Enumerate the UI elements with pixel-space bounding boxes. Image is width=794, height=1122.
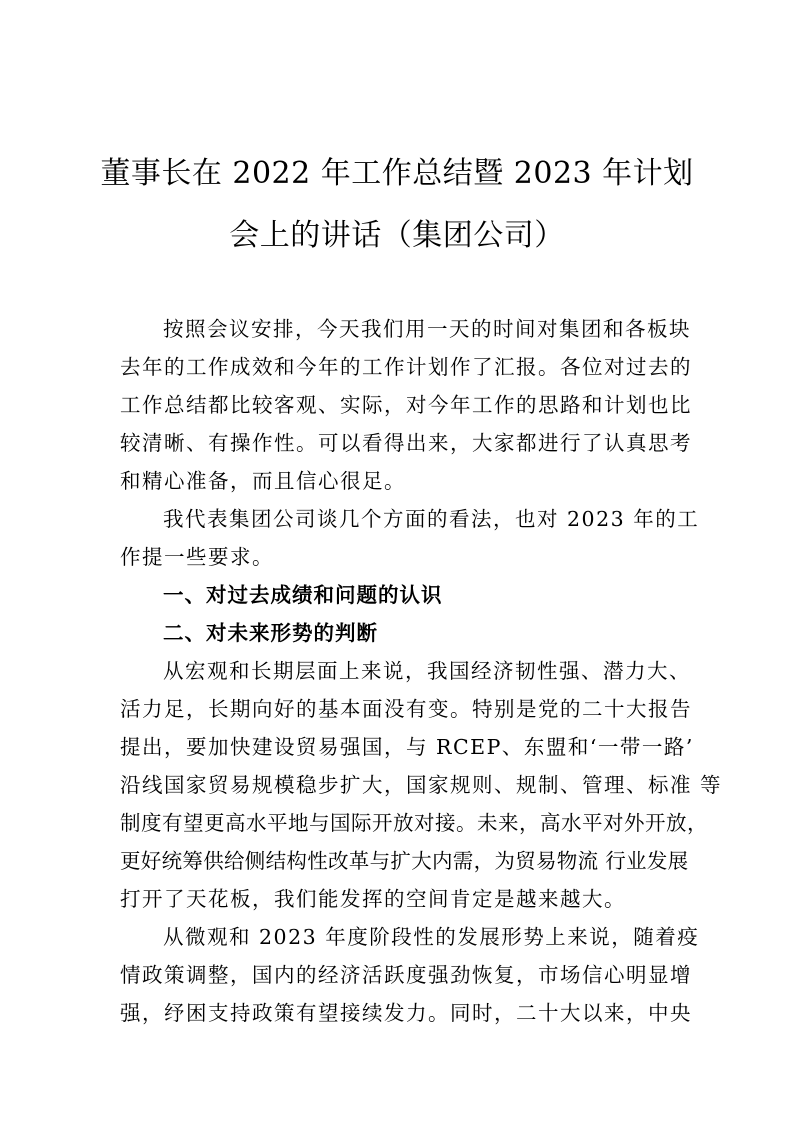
paragraph-line: 提出，要加快建设贸易强国，与 RCEP、东盟和‘一带一路’ (120, 735, 694, 759)
paragraph-line: 从微观和 2023 年度阶段性的发展形势上来说，随着疫 (163, 925, 700, 949)
paragraph-line: 制度有望更高水平地与国际开放对接。未来，高水平对外开放， (120, 811, 708, 835)
paragraph-line: 和精心准备，而且信心很足。 (120, 469, 406, 493)
paragraph-line: 去年的工作成效和今年的工作计划作了汇报。各位对过去的 (120, 355, 692, 379)
paragraph-line: 工作总结都比较客观、实际，对今年工作的思路和计划也比 (120, 393, 692, 417)
paragraph-line: 作提一些要求。 (120, 545, 274, 569)
paragraph-line: 打开了天花板，我们能发挥的空间肯定是越来越大。 (120, 887, 626, 911)
paragraph-line: 我代表集团公司谈几个方面的看法，也对 2023 年的工 (163, 507, 700, 531)
paragraph-line: 情政策调整，国内的经济活跃度强劲恢复，市场信心明显增 (120, 963, 692, 987)
section-heading-2: 二、对未来形势的判断 (163, 621, 378, 645)
paragraph-line: 沿线国家贸易规模稳步扩大，国家规则、规制、管理、标准 等 (120, 773, 723, 797)
paragraph-line: 强，纾困支持政策有望接续发力。同时，二十大以来，中央 (120, 1001, 692, 1025)
paragraph-line: 按照会议安排，今天我们用一天的时间对集团和各板块 (163, 317, 691, 341)
paragraph-line: 更好统筹供给侧结构性改革与扩大内需，为贸易物流 行业发展 (120, 849, 689, 873)
paragraph-line: 较清晰、有操作性。可以看得出来，大家都进行了认真思考 (120, 431, 692, 455)
document-title-line-1: 董事长在 2022 年工作总结暨 2023 年计划 (100, 156, 694, 191)
document-title-line-2: 会上的讲话（集团公司） (229, 218, 565, 253)
section-heading-1: 一、对过去成绩和问题的认识 (163, 583, 443, 607)
paragraph-line: 从宏观和长期层面上来说，我国经济韧性强、潜力大、 (163, 659, 691, 683)
paragraph-line: 活力足，长期向好的基本面没有变。特别是党的二十大报告 (120, 697, 692, 721)
